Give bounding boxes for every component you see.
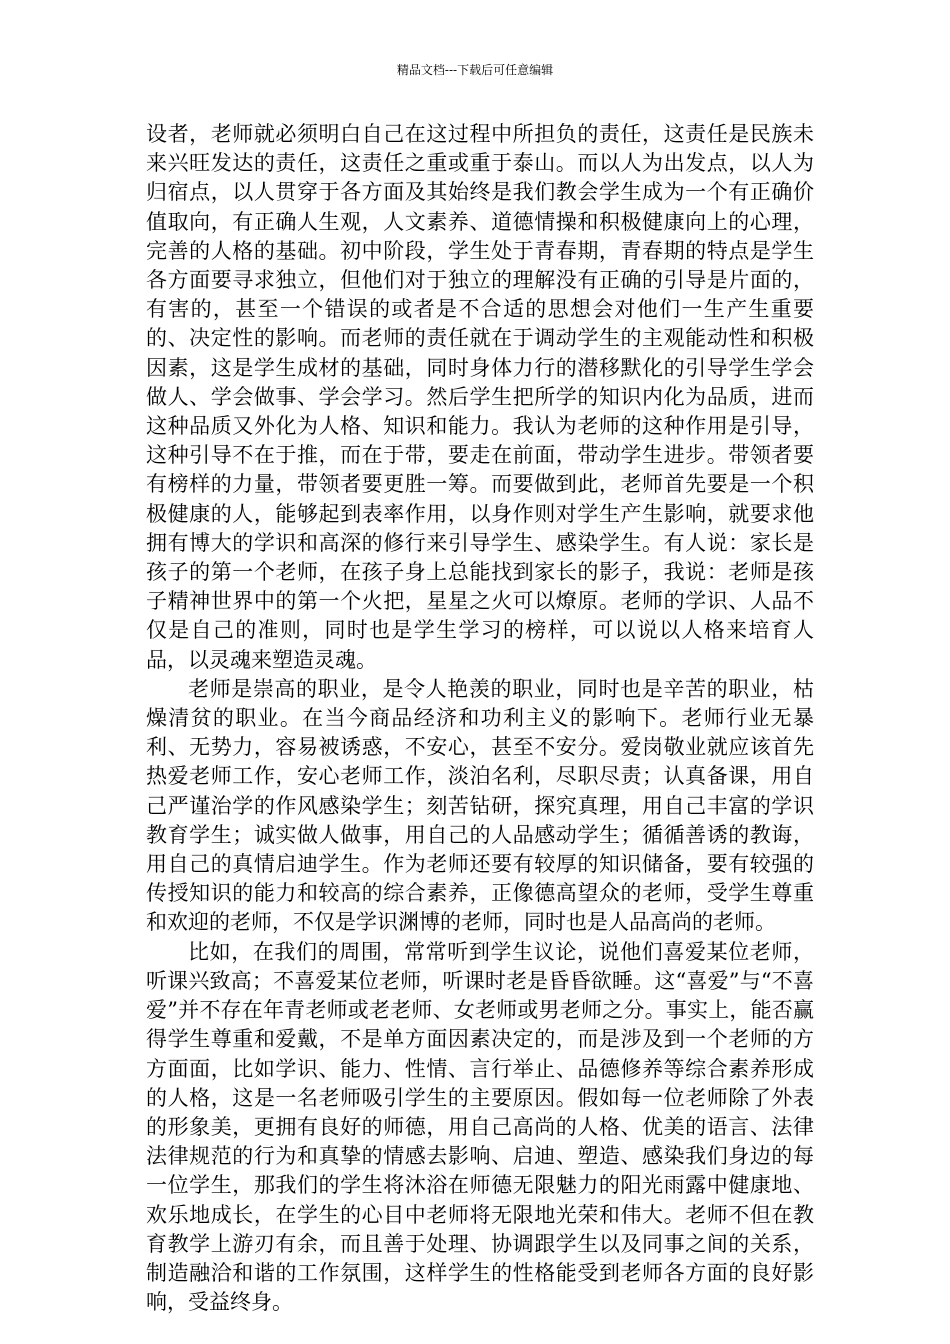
page-header: 精品文档---下载后可任意编辑 [396,63,554,77]
paragraph: 老师是崇高的职业，是令人艳羡的职业，同时也是辛苦的职业，枯燥清贫的职业。在当今商品经济和功利主义的影响下。老师行业无暴利、无势力，容易被诱惑，不安心，甚至不安分。爱岗敬业就应该首先热爱老师工作，安心老师工作，淡泊名利，尽职尽责；认真备课，用自己严谨治学的作风感染学生；刻苦钻研，探究真理，用自己丰富的学识教育学生；诚实做人做事，用自己的人品感动学生；循循善诱的教诲，用自己的真情启迪学生。作为老师还要有较厚的知识储备，要有较强的传授知识的能力和较高的综合素养，正像德高望众的老师，受学生尊重和欢迎的老师，不仅是学识渊博的老师，同时也是人品高尚的老师。 [146,676,814,935]
paragraph: 比如，在我们的周围，常常听到学生议论，说他们喜爱某位老师，听课兴致高；不喜爱某位老师，听课时老是昏昏欲睡。这“喜爱”与“不喜爱”并不存在年青老师或老老师、女老师或男老师之分。事实上，能否赢得学生尊重和爱戴，不是单方面因素决定的，而是涉及到一个老师的方方面面，比如学识、能力、性情、言行举止、品德修养等综合素养形成的人格，这是一名老师吸引学生的主要原因。假如每一位老师除了外表的形象美，更拥有良好的师德，用自己高尚的人格、优美的语言、法律法律规范的行为和真挚的情感去影响、启迪、塑造、感染我们身边的每一位学生，那我们的学生将沐浴在师德无限魅力的阳光雨露中健康地、欢乐地成长，在学生的心目中老师将无限地光荣和伟大。老师不但在教育教学上游刃有余，而且善于处理、协调跟学生以及同事之间的关系，制造融洽和谐的工作氛围，这样学生的性格能受到老师各方面的良好影响，受益终身。 [146,939,814,1315]
paragraph: 设者，老师就必须明白自己在这过程中所担负的责任，这责任是民族未来兴旺发达的责任，这责任之重或重于泰山。而以人为出发点，以人为归宿点，以人贯穿于各方面及其始终是我们教会学生成为一个有正确价值取向，有正确人生观，人文素养、道德情操和积极健康向上的心理，完善的人格的基础。初中阶段，学生处于青春期，青春期的特点是学生各方面要寻求独立，但他们对于独立的理解没有正确的引导是片面的，有害的，甚至一个错误的或者是不合适的思想会对他们一生产生重要的、决定性的影响。而老师的责任就在于调动学生的主观能动性和积极因素，这是学生成材的基础，同时身体力行的潜移默化的引导学生学会做人、学会做事、学会学习。然后学生把所学的知识内化为品质，进而这种品质又外化为人格、知识和能力。我认为老师的这种作用是引导，这种引导不在于推，而在于带，要走在前面，带动学生进步。带领者要有榜样的力量，带领者要更胜一筹。而要做到此，老师首先要是一个积极健康的人，能够起到表率作用，以身作则对学生产生影响，就要求他拥有博大的学识和高深的修行来引导学生、感染学生。有人说：家长是孩子的第一个老师，在孩子身上总能找到家长的影子，我说：老师是孩子精神世界中的第一个火把，星星之火可以燎原。老师的学识、人品不仅是自己的准则，同时也是学生学习的榜样，可以说以人格来培育人品，以灵魂来塑造灵魂。 [146,122,814,672]
document-body [146,120,814,1317]
